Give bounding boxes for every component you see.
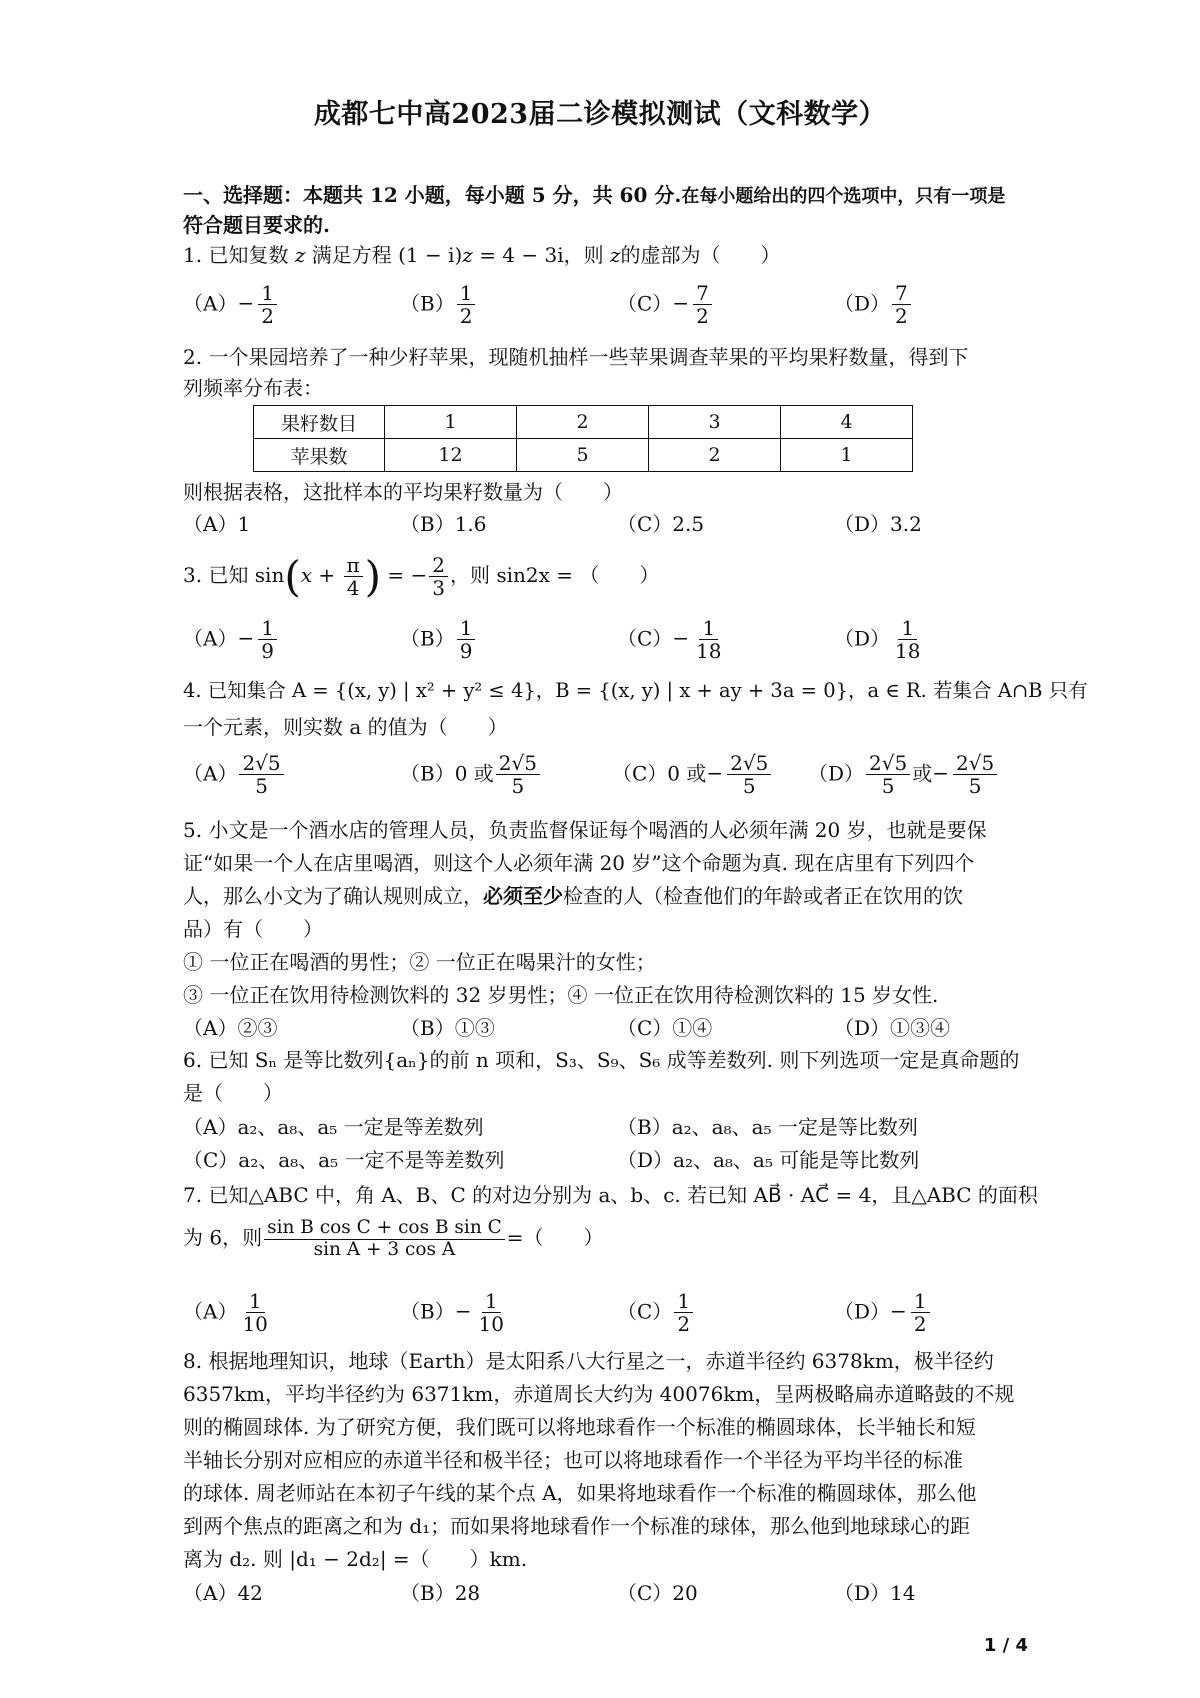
table-cell: 5 bbox=[517, 439, 649, 472]
q3-c-sign: − bbox=[672, 626, 690, 651]
q3-a-sign: − bbox=[237, 626, 255, 651]
q6-option-d[interactable]: （D）a₂、a₈、a₅ 可能是等比数列 bbox=[617, 1148, 920, 1172]
q3-a-num: 1 bbox=[258, 617, 277, 640]
q1-a-num: 1 bbox=[258, 282, 277, 305]
q7-option-c[interactable] bbox=[617, 1290, 695, 1336]
q3-option-a-label: （A） bbox=[183, 626, 238, 651]
q4-line2: 一个元素，则实数 a 的值为（ ） bbox=[183, 715, 508, 739]
q4-d-den2: 5 bbox=[968, 774, 982, 799]
q1-a-den: 2 bbox=[261, 304, 274, 329]
q3-b-num: 1 bbox=[457, 617, 476, 640]
q1-option-c-label: （C） bbox=[617, 291, 673, 316]
q3-suffix: ，则 sin2x = （ ） bbox=[450, 563, 660, 587]
q1-a-frac bbox=[258, 282, 277, 328]
q7-frac-num: sin B cos C + cos B sin C bbox=[264, 1218, 505, 1240]
page-title: 成都七中高2023届二诊模拟测试（文科数学） bbox=[313, 99, 887, 130]
q1-c-sign: − bbox=[672, 291, 690, 316]
q4-d-den1: 5 bbox=[881, 774, 895, 799]
q7-line2-b: =（ ） bbox=[506, 1225, 604, 1250]
q4-option-d[interactable] bbox=[808, 752, 999, 798]
q3-option-c[interactable] bbox=[617, 617, 727, 663]
q7-d-frac bbox=[911, 1290, 930, 1336]
q3-option-a[interactable] bbox=[183, 617, 279, 663]
q7-line1: 7. 已知△ABC 中，角 A、B、C 的对边分别为 a、b、c. 若已知 AB⃗ · AC⃗ = 4，且△ABC 的面积 bbox=[183, 1183, 1038, 1207]
table-row bbox=[254, 406, 913, 439]
q3-lparen: ( bbox=[284, 552, 301, 601]
section-heading-main: 一、选择题：本题共 12 小题，每小题 5 分，共 60 分. bbox=[183, 183, 682, 207]
q7-d-sign: − bbox=[890, 1299, 907, 1324]
q2-option-d[interactable]: （D）3.2 bbox=[834, 512, 922, 536]
q3-pi-frac bbox=[344, 554, 363, 600]
table-cell: 4 bbox=[781, 406, 913, 439]
q7-c-frac bbox=[674, 1290, 693, 1336]
q3-option-d[interactable] bbox=[834, 617, 926, 663]
q1-text-a: 1. 已知复数 bbox=[183, 243, 289, 267]
q8-line3: 则的椭圆球体. 为了研究方便，我们既可以将地球看作一个标准的椭圆球体，长半轴长和短 bbox=[183, 1415, 976, 1439]
q3-plus: + bbox=[318, 563, 336, 587]
q8-option-c[interactable]: （C）20 bbox=[617, 1581, 698, 1605]
q3-c-den: 18 bbox=[696, 639, 722, 664]
q3-rhs-frac bbox=[429, 554, 448, 600]
q4-a-frac bbox=[239, 752, 283, 798]
q5-line3-bold: 必须至少 bbox=[483, 884, 563, 908]
q5-option-b[interactable]: （B）①③ bbox=[400, 1016, 495, 1040]
q3-d-frac bbox=[892, 617, 923, 663]
q3-b-den: 9 bbox=[459, 639, 473, 664]
q8-option-a[interactable]: （A）42 bbox=[183, 1581, 263, 1605]
q3-rparen: ) bbox=[364, 552, 382, 601]
q8-line7: 离为 d₂. 则 |d₁ − 2d₂| =（ ）km. bbox=[183, 1547, 528, 1571]
q1-option-d-label: （D） bbox=[834, 291, 891, 316]
q3-a-frac bbox=[258, 617, 277, 663]
q1-option-a-label: （A） bbox=[183, 291, 238, 316]
q5-line3-a: 人，那么小文为了确认规则成立， bbox=[183, 884, 483, 908]
q1-d-num: 7 bbox=[892, 282, 911, 305]
q6-option-b[interactable]: （B）a₂、a₈、a₅ 一定是等比数列 bbox=[617, 1115, 918, 1139]
q4-a-den: 5 bbox=[255, 774, 268, 799]
q3-rhs-num: 2 bbox=[429, 554, 448, 577]
q1-text-c: 的虚部为（ ） bbox=[620, 243, 781, 267]
q7-option-a[interactable] bbox=[183, 1290, 273, 1336]
q3-stem bbox=[183, 552, 659, 601]
q5-line3-b: 检查的人（检查他们的年龄或者正在饮用的饮 bbox=[563, 884, 963, 908]
q4-d-num1: 2√5 bbox=[866, 752, 910, 775]
q4-option-a[interactable] bbox=[183, 752, 286, 798]
q7-frac bbox=[264, 1218, 505, 1260]
q7-d-num: 1 bbox=[911, 1290, 930, 1313]
q3-arg-x: x bbox=[300, 563, 313, 587]
q2-option-c[interactable]: （C）2.5 bbox=[617, 512, 705, 536]
q3-pi-num: π bbox=[344, 554, 363, 577]
q1-var-z2: z bbox=[462, 243, 473, 267]
q4-d-num2: 2√5 bbox=[953, 752, 997, 775]
q4-b-den: 5 bbox=[511, 774, 525, 799]
q7-option-b-label: （B） bbox=[400, 1299, 455, 1324]
table-cell: 12 bbox=[385, 439, 517, 472]
q7-option-d[interactable] bbox=[834, 1290, 932, 1336]
q1-c-den: 2 bbox=[696, 304, 709, 329]
q3-option-b[interactable] bbox=[400, 617, 477, 663]
q7-line2 bbox=[183, 1218, 604, 1260]
q4-d-or: 或 bbox=[912, 761, 933, 786]
q2-line3: 则根据表格，这批样本的平均果籽数量为（ ） bbox=[183, 480, 623, 504]
q1-a-sign: − bbox=[237, 291, 255, 316]
section-instruction: 在每小题给出的四个选项中，只有一项是 bbox=[681, 186, 1006, 207]
q4-option-c[interactable] bbox=[612, 752, 773, 798]
q8-line5: 的球体. 周老师站在本初子午线的某个点 A，如果将地球看作一个标准的椭圆球体，那么他 bbox=[183, 1481, 977, 1505]
q3-c-frac bbox=[693, 617, 724, 663]
q4-b-num: 2√5 bbox=[496, 752, 540, 775]
q6-option-a[interactable]: （A）a₂、a₈、a₅ 一定是等差数列 bbox=[183, 1115, 484, 1139]
q7-option-a-label: （A） bbox=[183, 1299, 238, 1324]
q4-c-sign: − bbox=[706, 761, 724, 786]
q1-b-den: 2 bbox=[459, 304, 473, 329]
q3-option-c-label: （C） bbox=[617, 626, 673, 651]
q1-option-b-label: （B） bbox=[400, 291, 455, 316]
q7-option-d-label: （D） bbox=[834, 1299, 891, 1324]
q5-line1: 5. 小文是一个酒水店的管理人员，负责监督保证每个喝酒的人必须年满 20 岁，也就是要保 bbox=[183, 818, 987, 842]
q7-a-num: 1 bbox=[246, 1290, 265, 1313]
q1-c-num: 7 bbox=[693, 282, 712, 305]
q3-eq: = − bbox=[387, 563, 428, 587]
q7-a-frac bbox=[239, 1290, 270, 1336]
q4-a-num: 2√5 bbox=[239, 752, 283, 775]
q8-line2: 6357km，平均半径约为 6371km，赤道周长大约为 40076km，呈两极略扁赤道略鼓的不规 bbox=[183, 1382, 1015, 1406]
q5-line4: 品）有（ ） bbox=[183, 917, 323, 941]
q3-rhs-den: 3 bbox=[432, 576, 446, 600]
q1-option-b[interactable] bbox=[400, 282, 477, 328]
q4-c-frac bbox=[727, 752, 771, 798]
q7-c-den: 2 bbox=[677, 1312, 691, 1337]
q4-d-frac1 bbox=[866, 752, 910, 798]
q7-b-frac bbox=[475, 1290, 506, 1336]
q5-option-c[interactable]: （C）①④ bbox=[617, 1016, 713, 1040]
q7-b-sign: − bbox=[454, 1299, 472, 1324]
q4-c-den: 5 bbox=[742, 774, 756, 799]
q2-option-a[interactable]: （A）1 bbox=[183, 512, 251, 536]
q2-option-b[interactable]: （B）1.6 bbox=[400, 512, 487, 536]
q1-option-a[interactable] bbox=[183, 282, 279, 328]
table-cell: 1 bbox=[385, 406, 517, 439]
q1-var-z: z bbox=[294, 243, 306, 267]
q7-line2-a: 为 6，则 bbox=[183, 1225, 263, 1250]
q6-line1: 6. 已知 Sₙ 是等比数列{aₙ}的前 n 项和，S₃、S₉、S₆ 成等差数列. 则下列选项一定是真命题的 bbox=[183, 1048, 1020, 1072]
q5-line3 bbox=[183, 881, 1028, 911]
q3-b-frac bbox=[457, 617, 476, 663]
table-cell: 果籽数目 bbox=[254, 406, 385, 439]
q1-expr2: = 4 − 3i，则 bbox=[479, 243, 604, 267]
q1-b-num: 1 bbox=[457, 282, 476, 305]
q4-option-d-label: （D） bbox=[808, 761, 865, 786]
q8-option-b[interactable]: （B）28 bbox=[400, 1581, 481, 1605]
q1-d-den: 2 bbox=[895, 304, 908, 329]
q5-option-a[interactable]: （A）②③ bbox=[183, 1016, 278, 1040]
q1-text-b: 满足方程 bbox=[311, 243, 392, 267]
q7-option-b[interactable] bbox=[400, 1290, 509, 1336]
q3-option-d-label: （D） bbox=[834, 626, 891, 651]
q8-line4: 半轴长分别对应相应的赤道半径和极半径；也可以将地球看作一个半径为平均半径的标准 bbox=[183, 1448, 963, 1472]
q1-var-z3: z bbox=[609, 243, 621, 267]
table-cell: 2 bbox=[649, 439, 781, 472]
q7-b-num: 1 bbox=[482, 1290, 501, 1313]
q1-d-frac bbox=[892, 282, 911, 328]
q3-pi-den: 4 bbox=[346, 576, 360, 600]
q3-d-den: 18 bbox=[895, 639, 921, 664]
q8-line1: 8. 根据地理知识，地球（Earth）是太阳系八大行星之一，赤道半径约 6378km，极半径约 bbox=[183, 1349, 994, 1373]
q4-b-frac bbox=[496, 752, 540, 798]
q5-line6: ③ 一位正在饮用待检测饮料的 32 岁男性；④ 一位正在饮用待检测饮料的 15 岁女性. bbox=[183, 983, 939, 1007]
section-heading bbox=[183, 180, 1028, 212]
table-cell: 3 bbox=[649, 406, 781, 439]
q3-a-den: 9 bbox=[261, 639, 274, 664]
q7-d-den: 2 bbox=[913, 1312, 927, 1337]
q7-a-den: 10 bbox=[242, 1312, 268, 1337]
q4-option-b[interactable] bbox=[400, 752, 542, 798]
table-cell: 2 bbox=[517, 406, 649, 439]
q6-line2: 是（ ） bbox=[183, 1081, 283, 1105]
q4-option-a-label: （A） bbox=[183, 761, 238, 786]
frequency-table bbox=[253, 405, 913, 472]
q3-option-b-label: （B） bbox=[400, 626, 455, 651]
q5-option-d[interactable]: （D）①③④ bbox=[834, 1016, 951, 1040]
table-row bbox=[254, 439, 913, 472]
q6-option-c[interactable]: （C）a₂、a₈、a₅ 一定不是等差数列 bbox=[183, 1148, 505, 1172]
q7-c-num: 1 bbox=[674, 1290, 693, 1313]
q8-option-d[interactable]: （D）14 bbox=[834, 1581, 916, 1605]
q4-c-num: 2√5 bbox=[727, 752, 771, 775]
q2-line2: 列频率分布表： bbox=[183, 376, 323, 400]
q8-line6: 到两个焦点的距离之和为 d₁；而如果将地球看作一个标准的球体，那么他到地球球心的距 bbox=[183, 1514, 971, 1538]
q7-frac-den: sin A + 3 cos A bbox=[313, 1238, 456, 1260]
q3-c-num: 1 bbox=[699, 617, 718, 640]
q3-prefix: 3. 已知 sin bbox=[183, 563, 285, 587]
q5-line2: 证“如果一个人在店里喝酒，则这个人必须年满 20 岁”这个命题为真. 现在店里有下列四个 bbox=[183, 851, 975, 875]
q1-b-frac bbox=[457, 282, 476, 328]
q1-stem bbox=[183, 240, 1028, 270]
table-cell: 1 bbox=[781, 439, 913, 472]
q4-d-frac2 bbox=[953, 752, 997, 798]
q4-option-c-label: （C）0 或 bbox=[612, 761, 707, 786]
q3-d-num: 1 bbox=[898, 617, 917, 640]
table-cell: 苹果数 bbox=[254, 439, 385, 472]
q4-d-sign: − bbox=[932, 761, 950, 786]
page-number: 1 / 4 bbox=[983, 1635, 1028, 1656]
q4-line1: 4. 已知集合 A = {(x, y) | x² + y² ≤ 4}，B = {(x, y) | x + ay + 3a = 0}，a ∈ R. 若集合 A∩B 只有 bbox=[183, 679, 1088, 702]
q7-b-den: 10 bbox=[478, 1312, 504, 1337]
q1-option-c[interactable] bbox=[617, 282, 714, 328]
q7-option-c-label: （C） bbox=[617, 1299, 673, 1324]
q2-line1: 2. 一个果园培养了一种少籽苹果，现随机抽样一些苹果调查苹果的平均果籽数量，得到下 bbox=[183, 345, 969, 369]
q1-c-frac bbox=[693, 282, 712, 328]
q4-option-b-label: （B）0 或 bbox=[400, 761, 494, 786]
section-instruction-cont: 符合题目要求的. bbox=[183, 213, 330, 237]
q5-line5: ① 一位正在喝酒的男性；② 一位正在喝果汁的女性； bbox=[183, 950, 656, 974]
q1-expr: (1 − i) bbox=[398, 243, 463, 267]
q1-option-d[interactable] bbox=[834, 282, 913, 328]
